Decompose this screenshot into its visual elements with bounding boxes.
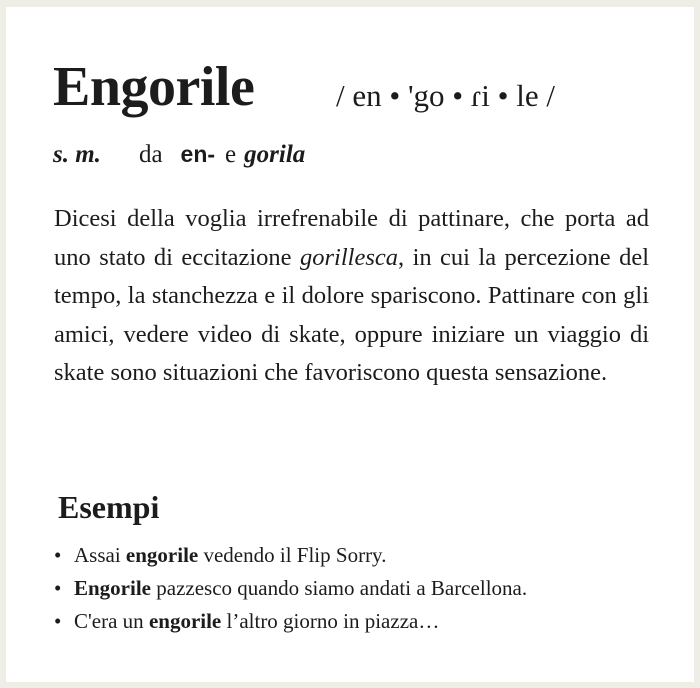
part-of-speech: s. m. xyxy=(53,141,101,168)
etymology-root: gorila xyxy=(244,141,306,168)
headword: Engorile xyxy=(53,56,255,118)
definition-part-1: Dicesi della voglia irrefrenabile di pattinare, che porta ad uno stato di eccitazione xyxy=(54,205,649,271)
definition-emphasis: gorillesca xyxy=(300,243,398,271)
example-text: l’altro giorno in piazza… xyxy=(221,609,440,633)
examples-heading: Esempi xyxy=(58,489,160,525)
example-item xyxy=(54,605,527,638)
etymology-prefix: en- xyxy=(180,141,216,167)
dictionary-card xyxy=(6,7,694,682)
pronunciation: / en • 'go • ɾi • le / xyxy=(336,78,555,113)
definition-text xyxy=(54,200,649,393)
bullet-icon: • xyxy=(54,576,62,600)
example-item xyxy=(54,539,527,572)
example-text: Assai xyxy=(74,543,126,567)
example-keyword: Engorile xyxy=(74,576,151,600)
grammar-line xyxy=(53,142,305,167)
example-text: pazzesco quando siamo andati a Barcellona. xyxy=(151,576,528,600)
example-item xyxy=(54,572,527,605)
definition-part-2: , in cui la percezione del tempo, la stanchezza e il dolore spariscono. Pattinare con gli amici, vedere video di skate, oppure iniziare un viaggio di skate sono situazioni che favoriscono questa sensazione. xyxy=(54,243,649,386)
examples-list xyxy=(54,539,527,638)
bullet-icon: • xyxy=(54,543,62,567)
bullet-icon: • xyxy=(54,609,62,633)
example-text: vedendo il Flip Sorry. xyxy=(198,543,387,567)
example-keyword: engorile xyxy=(148,609,222,633)
example-keyword: engorile xyxy=(125,543,199,567)
etymology-from: da xyxy=(138,141,163,168)
etymology-conjunction: e xyxy=(225,141,237,168)
example-text: C'era un xyxy=(74,609,149,633)
